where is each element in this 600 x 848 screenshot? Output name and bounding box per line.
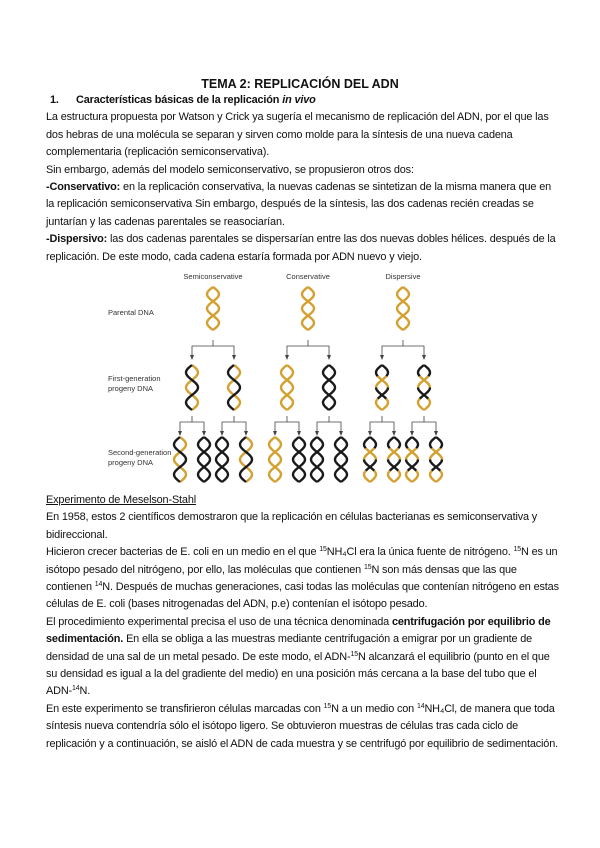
arrow-icon [178,431,182,436]
branch-line [180,416,204,434]
branch-line [382,340,424,358]
arrow-icon [392,431,396,436]
dna-strand-segment [418,365,424,376]
dna-strand [302,287,314,330]
row-label: Second-generation [108,448,172,457]
dna-strand [335,437,347,482]
dna-strand-segment [382,399,388,410]
dna-strand-segment [376,399,382,410]
experiment-section [46,492,560,753]
branch-line [275,416,299,434]
dna-strand-segment [424,365,430,376]
arrow-icon [202,431,206,436]
dna-strand-segment [424,399,430,410]
dna-strand-segment [382,365,388,376]
dna-strand [240,437,252,482]
dna-strand [323,365,335,410]
branch-line [287,340,329,358]
arrow-icon [190,355,194,360]
dna-strand [207,287,219,330]
arrow-icon [380,355,384,360]
dna-strand [335,437,347,482]
arrow-icon [297,431,301,436]
dna-strand-segment [436,437,442,448]
row-label: progeny DNA [108,458,154,467]
experiment-heading: Experimento de Meselson-Stahl [46,494,197,506]
dna-strand [186,365,198,410]
dna-strand-segment [430,471,436,482]
column-label: Dispersive [385,272,421,281]
dna-strand-segment [364,471,370,482]
paragraph: Hicieron crecer bacterias de E. coli en un medio en el que $^{15}$NH₄Cl era la única fuente de nitrógeno. $^{15}$N es un isótopo pesado del nitrógeno, por ello, las moléculas que contienen $^{15}$N son más densas que las que contienen $^{14}$N. Después de muchas generaciones, casi todas las moléculas que contenían nitrógeno en estas células de E. coli (bases nitrogenadas del ADN, p.e) contenían el isótopo pesado. [46,546,559,611]
dna-strand [216,437,228,482]
branch-line [370,416,394,434]
dna-strand [174,437,186,482]
dna-strand [269,437,281,482]
arrow-icon [220,431,224,436]
intro-section [46,92,560,266]
paragraph: En este experimento se transfirieron células marcadas con $^{15}$N a un medio con $^{14}$NH₄Cl, de manera que toda síntesis nueva contendría sólo el isótopo ligero. Se obtuvieron muestras de células tras cada ciclo de replicación y a continuación, se aisló el ADN de cada muestra y se centrifugó por equilibrio de sedimentación. [46,702,558,750]
section-heading: 1. Características básicas de la replicación in vivo [50,94,316,106]
arrow-icon [232,355,236,360]
dna-strand-segment [406,437,412,448]
replication-models-figure [100,265,450,483]
row-label: Parental DNA [108,308,154,317]
paragraph-dispersive: -Dispersivo: las dos cadenas parentales se dispersarían entre las dos nuevas dobles hélices. después de la replicación. De este modo, cada cadena estaría formada por ADN nuevo y viejo. [46,233,556,263]
arrow-icon [315,431,319,436]
paragraph: La estructura propuesta por Watson y Crick ya sugería el mecanismo de replicación del ADN, por el que las dos hebras de una molécula se separan y sirven como molde para la síntesis de una nueva cadena complementaria (replicación semiconservativa). [46,111,549,159]
dna-strand [174,437,186,482]
arrow-icon [422,355,426,360]
dna-strand-segment [430,437,436,448]
column-label: Conservative [286,272,330,281]
dna-strand [397,287,409,330]
dna-strand [293,437,305,482]
dna-strand-segment [412,471,418,482]
dna-strand [311,437,323,482]
dna-strand-segment [418,399,424,410]
dna-strand [397,287,409,330]
dna-strand-segment [364,437,370,448]
dna-strand [228,365,240,410]
dna-strand-segment [394,471,400,482]
dna-strand [281,365,293,410]
dna-strand [198,437,210,482]
dna-strand [216,437,228,482]
dna-strand [240,437,252,482]
arrow-icon [244,431,248,436]
arrow-icon [434,431,438,436]
dna-strand [311,437,323,482]
column-label: Semiconservative [183,272,243,281]
arrow-icon [410,431,414,436]
paragraph-conservative: -Conservativo: en la replicación conservativa, la nuevas cadenas se sintetizan de la misma manera que en la replicación semiconservativa Sin embargo, después de la síntesis, las dos cadenas recién creadas se juntarían y las cadenas parentales se reasociarían. [46,181,552,228]
arrow-icon [327,355,331,360]
dna-strand [198,437,210,482]
branch-line [222,416,246,434]
dna-strand-segment [388,471,394,482]
dna-strand-segment [436,471,442,482]
dna-strand-segment [370,437,376,448]
arrow-icon [368,431,372,436]
row-label: First-generation [108,374,161,383]
branch-line [192,340,234,358]
arrow-icon [273,431,277,436]
dna-strand [293,437,305,482]
dna-strand-segment [388,437,394,448]
paragraph: El procedimiento experimental precisa el uso de una técnica denominada centrifugación por equilibrio de sedimentación. En ella se obliga a las muestras mediante centrifugación a emigrar por un gradiente de densidad de una sal de un metal pesado. De este modo, el ADN-$^{15}$N alcanzará el equilibrio (punto en el que su densidad es igual a la del gradiente del medio) en una posición más cercana a la base del tubo que el ADN-$^{14}$N. [46,615,551,698]
dna-strand [207,287,219,330]
dna-strand [323,365,335,410]
paragraph: Sin embargo, además del modelo semiconservativo, se propusieron otros dos: [46,163,414,176]
arrow-icon [285,355,289,360]
dna-strand [269,437,281,482]
branch-line [317,416,341,434]
dna-strand [186,365,198,410]
paragraph: En 1958, estos 2 científicos demostraron que la replicación en células bacterianas es semiconservativa y bidireccional. [46,511,538,541]
row-label: progeny DNA [108,384,154,393]
page-title: TEMA 2: REPLICACIÓN DEL ADN [201,77,399,91]
dna-strand-segment [394,437,400,448]
arrow-icon [339,431,343,436]
branch-line [412,416,436,434]
dna-strand [302,287,314,330]
dna-strand-segment [406,471,412,482]
dna-strand [281,365,293,410]
dna-strand-segment [376,365,382,376]
dna-strand-segment [370,471,376,482]
dna-strand [228,365,240,410]
dna-strand-segment [412,437,418,448]
